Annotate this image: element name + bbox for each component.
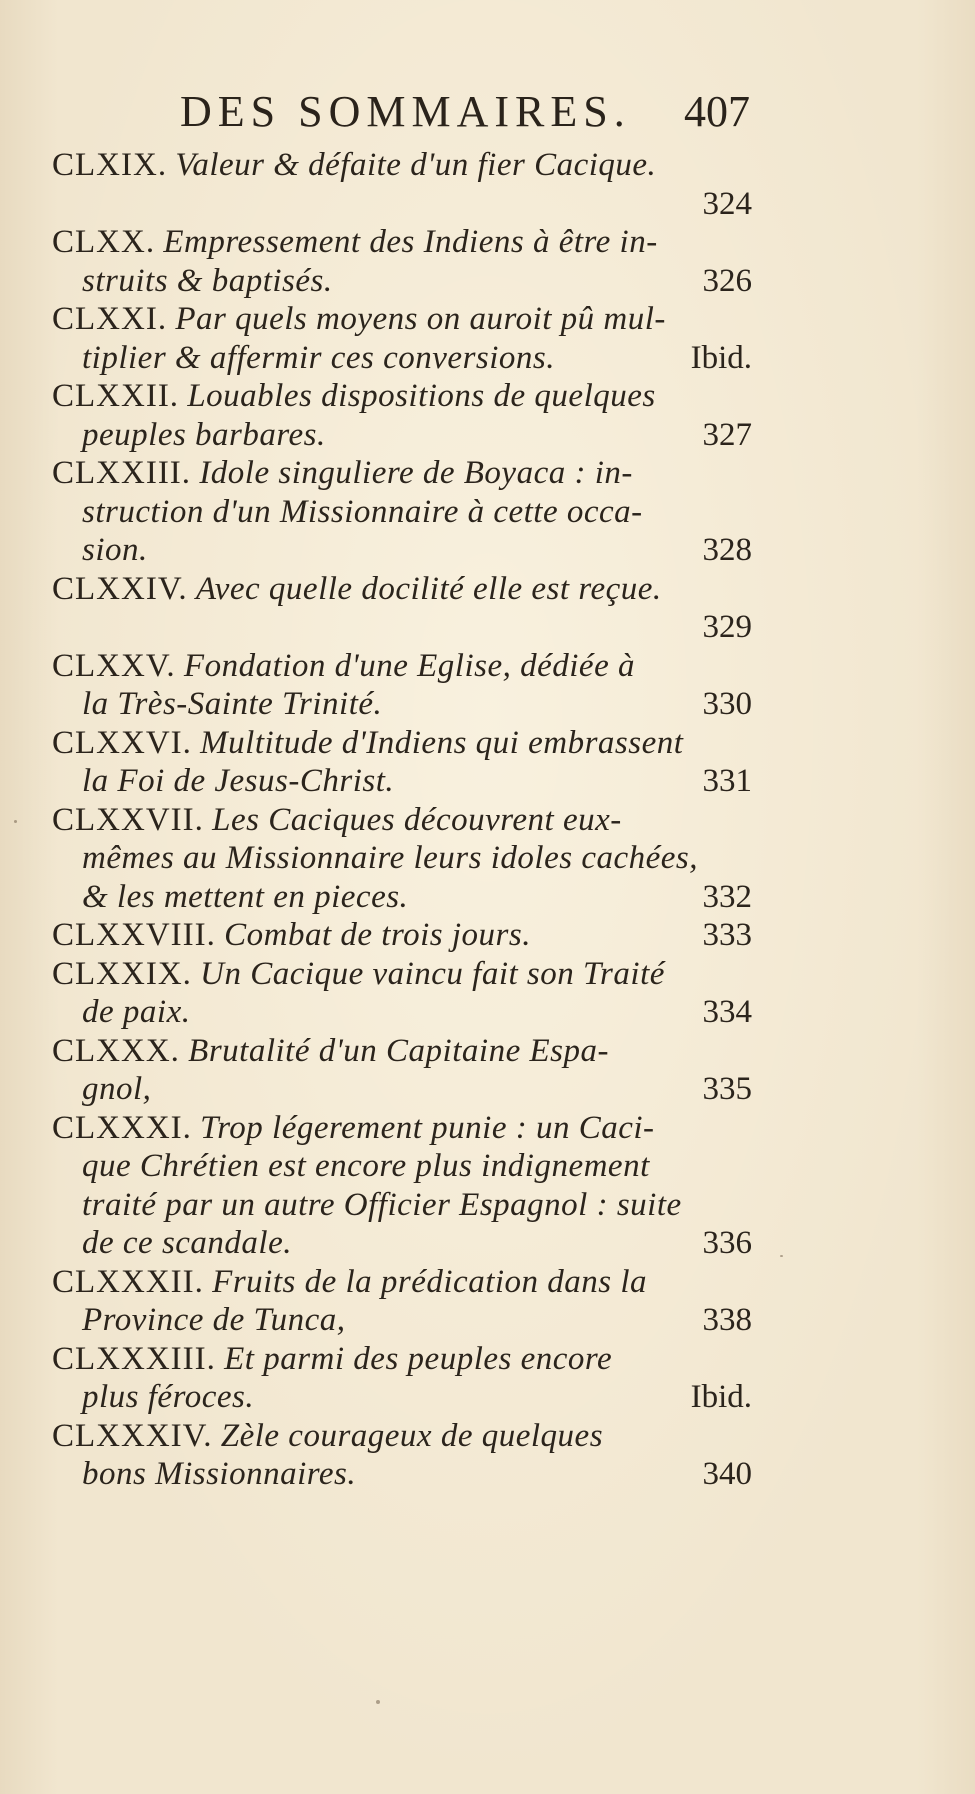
toc-entry-line [52, 300, 752, 339]
chapter-title: Fondation d'une Eglise, dédiée à [183, 647, 635, 684]
toc-entry-line [52, 570, 752, 609]
chapter-title: Avec quelle docilité elle est reçue. [195, 570, 662, 607]
header-page-number: 407 [684, 87, 750, 136]
chapter-title: & les mettent en pieces. [82, 878, 409, 915]
chapter-title: traité par un autre Officier Espagnol : suite [82, 1186, 682, 1223]
toc-entry-line [52, 647, 752, 686]
chapter-title: struits & baptisés. [82, 262, 333, 299]
chapter-number: CLXX. [52, 224, 156, 260]
chapter-title: mêmes au Missionnaire leurs idoles cachées, [82, 840, 698, 876]
toc-entry-page-line [52, 608, 752, 647]
chapter-title: la Foi de Jesus-Christ. [82, 763, 395, 799]
chapter-number: CLXXVI. [52, 724, 192, 761]
toc-entry-continuation [52, 993, 752, 1032]
paper-speck [14, 820, 17, 823]
toc-entry-continuation [52, 1147, 752, 1186]
chapter-title: Louables dispositions de quelques [187, 378, 656, 414]
chapter-title: gnol, [82, 1071, 152, 1107]
toc-entry-line [52, 1340, 752, 1379]
page-reference: 324 [702, 185, 752, 222]
page-reference: 326 [702, 262, 752, 299]
chapter-title: Province de Tunca, [82, 1302, 346, 1338]
chapter-title: Par quels moyens on auroit pû mul- [175, 301, 666, 337]
chapter-number: CLXXI. [52, 301, 168, 337]
chapter-title: Les Caciques découvrent eux- [212, 801, 622, 838]
chapter-number: CLXXXI. [52, 1109, 192, 1146]
toc-entry-continuation [52, 339, 752, 378]
toc-entry-line [52, 801, 752, 840]
toc-entry-line [52, 377, 752, 416]
page-reference: 338 [702, 1302, 752, 1338]
chapter-title: Idole singuliere de Boyaca : in- [199, 455, 633, 491]
chapter-title: Combat de trois jours. [224, 917, 531, 953]
page-reference: 333 [702, 917, 752, 953]
chapter-number: CLXXXII. [52, 1263, 204, 1300]
toc-entry-line [52, 223, 752, 262]
page-reference: 335 [702, 1071, 752, 1107]
toc-entry-continuation [52, 1186, 752, 1225]
page-reference: 329 [702, 609, 752, 645]
page-reference: 328 [702, 532, 752, 568]
chapter-number: CLXXII. [52, 378, 180, 414]
chapter-title: Trop légerement punie : un Caci- [200, 1109, 655, 1146]
toc-entry-line [52, 916, 752, 955]
page-reference: Ibid. [690, 1379, 752, 1415]
chapter-title: struction d'un Missionnaire à cette occa- [82, 493, 643, 530]
chapter-title: Zèle courageux de quelques [220, 1417, 604, 1454]
chapter-title: la Très-Sainte Trinité. [82, 686, 383, 722]
table-of-contents [52, 146, 752, 1494]
chapter-title: de ce scandale. [82, 1225, 292, 1261]
chapter-number: CLXIX. [52, 147, 168, 183]
chapter-number: CLXXX. [52, 1032, 180, 1069]
chapter-title: Empressement des Indiens à être in- [163, 224, 658, 260]
toc-entry-continuation [52, 1378, 752, 1417]
chapter-number: CLXXVIII. [52, 917, 216, 953]
chapter-title: bons Missionnaires. [82, 1456, 357, 1492]
toc-entry-continuation [52, 1301, 752, 1340]
page-reference: 330 [702, 686, 752, 722]
chapter-title: tiplier & affermir ces conversions. [82, 339, 556, 376]
toc-entry-continuation [52, 878, 752, 917]
toc-entry-continuation [52, 1224, 752, 1263]
page-reference: 332 [702, 878, 752, 915]
toc-entry-continuation [52, 1455, 752, 1494]
page-reference: 336 [702, 1225, 752, 1261]
toc-entry-continuation [52, 416, 752, 455]
chapter-title: Brutalité d'un Capitaine Espa- [188, 1032, 609, 1069]
toc-entry-continuation [52, 262, 752, 301]
chapter-title: de paix. [82, 994, 191, 1030]
chapter-number: CLXXIV. [52, 570, 188, 607]
toc-entry-continuation [52, 839, 752, 878]
chapter-number: CLXXVII. [52, 801, 204, 838]
chapter-number: CLXXXIII. [52, 1340, 216, 1377]
toc-entry-line [52, 454, 752, 493]
chapter-title: sion. [82, 532, 148, 568]
toc-entry-continuation [52, 1070, 752, 1109]
page-reference: 334 [702, 994, 752, 1030]
chapter-number: CLXXV. [52, 647, 176, 684]
toc-entry-line [52, 1263, 752, 1302]
chapter-title: peuples barbares. [82, 416, 326, 453]
toc-entry-continuation [52, 493, 752, 532]
toc-entry-line [52, 724, 752, 763]
toc-entry-page-line [52, 185, 752, 224]
toc-entry-line [52, 1417, 752, 1456]
paper-speck [780, 1255, 783, 1257]
chapter-title: Et parmi des peuples encore [224, 1340, 613, 1377]
chapter-title: que Chrétien est encore plus indignement [82, 1148, 650, 1184]
chapter-title: plus féroces. [82, 1379, 255, 1415]
toc-entry-continuation [52, 685, 752, 724]
header-title: DES SOMMAIRES. [180, 87, 631, 136]
chapter-number: CLXXIII. [52, 455, 192, 491]
toc-entry-continuation [52, 531, 752, 570]
page-reference: Ibid. [690, 339, 752, 376]
chapter-title: Valeur & défaite d'un fier Cacique. [175, 147, 657, 183]
page-reference: 331 [702, 763, 752, 799]
toc-entry-line [52, 146, 752, 185]
toc-entry-line [52, 1109, 752, 1148]
chapter-number: CLXXIX. [52, 955, 192, 992]
chapter-title: Un Cacique vaincu fait son Traité [200, 955, 665, 992]
toc-entry-line [52, 1032, 752, 1071]
page-reference: 340 [702, 1456, 752, 1492]
chapter-number: CLXXXIV. [52, 1417, 213, 1454]
chapter-title: Multitude d'Indiens qui embrassent [200, 724, 684, 761]
toc-entry-line [52, 955, 752, 994]
running-header [180, 86, 750, 142]
page-reference: 327 [702, 416, 752, 453]
chapter-title: Fruits de la prédication dans la [212, 1263, 648, 1300]
toc-entry-continuation [52, 762, 752, 801]
paper-speck [376, 1700, 380, 1704]
